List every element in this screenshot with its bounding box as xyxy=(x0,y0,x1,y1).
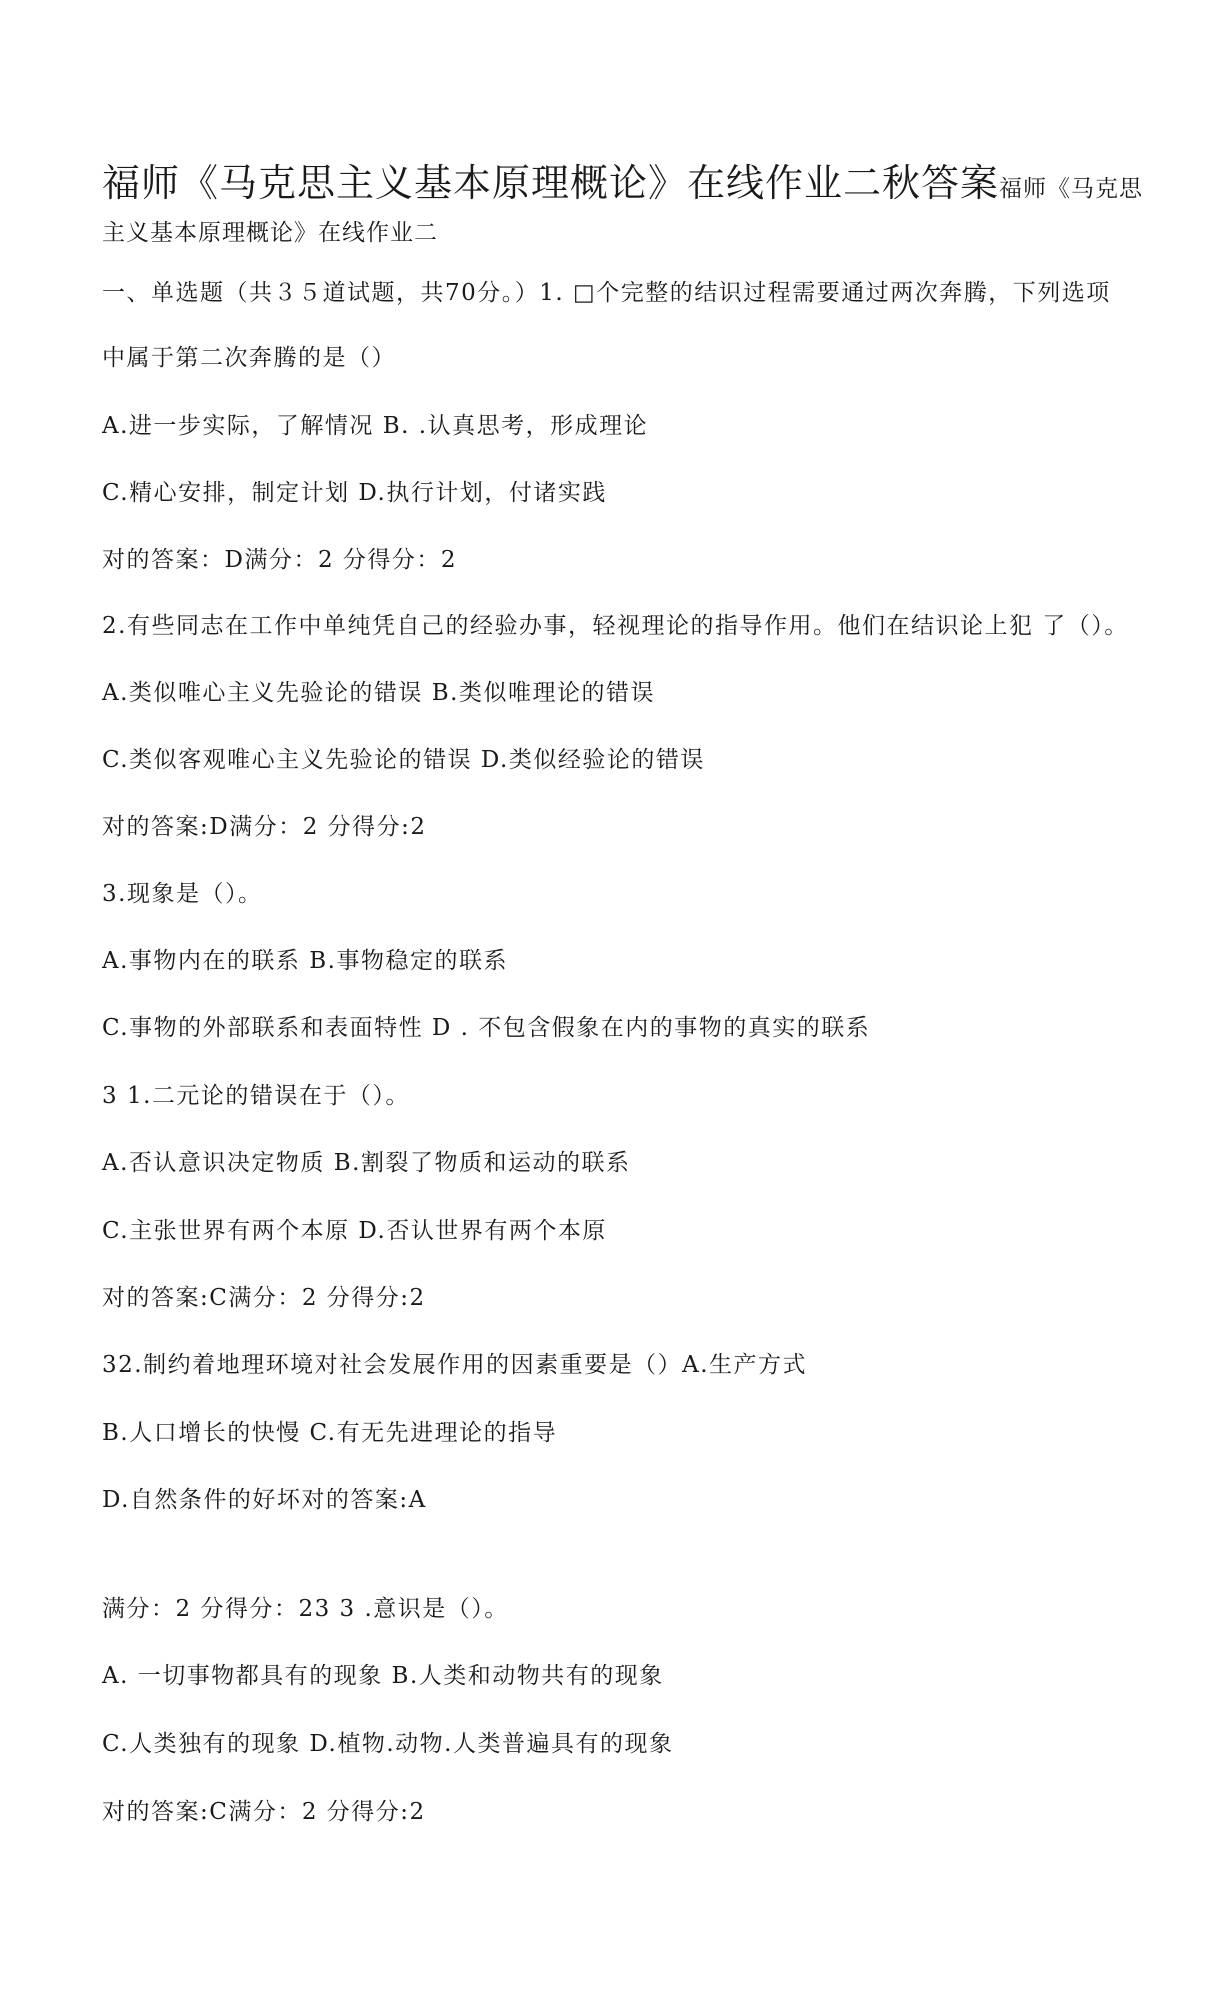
question-text-line: 2.有些同志在工作中单纯凭自己的经验办事，轻视理论的指导作用。他们在结识论上犯 了（）。 xyxy=(102,613,1129,639)
option-line: C.人类独有的现象 D.植物.动物.人类普遍具有的现象 xyxy=(102,1731,674,1757)
title-second-line: 主义基本原理概论》在线作业二 xyxy=(102,220,438,246)
question-text-line: 3.现象是（）。 xyxy=(102,881,263,907)
option-line: A. 一切事物都具有的现象 B.人类和动物共有的现象 xyxy=(102,1663,664,1689)
option-line: C.精心安排，制定计划 D.执行计划，付诸实践 xyxy=(102,480,607,506)
question-text-line: 3 1.二元论的错误在于（）。 xyxy=(102,1083,410,1109)
answer-line: 对的答案:C满分：2 分得分:2 xyxy=(102,1285,426,1311)
answer-line: 对的答案:D满分：2 分得分:2 xyxy=(102,814,427,840)
answer-line: 满分：2 分得分：23 3 .意识是（）。 xyxy=(102,1596,509,1622)
option-line: A.进一步实际，了解情况 B. .认真思考，形成理论 xyxy=(102,413,649,439)
option-line: C.类似客观唯心主义先验论的错误 D.类似经验论的错误 xyxy=(102,747,705,773)
section-heading-line: 一、单选题（共３５道试题，共70分。）1. □个完整的结识过程需要通过两次奔腾，下列选项 xyxy=(102,280,1111,306)
option-line: A.类似唯心主义先验论的错误 B.类似唯理论的错误 xyxy=(102,680,655,706)
option-line: C.主张世界有两个本原 D.否认世界有两个本原 xyxy=(102,1218,607,1244)
option-line: C.事物的外部联系和表面特性 D . 不包含假象在内的事物的真实的联系 xyxy=(102,1015,871,1041)
option-line: A.否认意识决定物质 B.割裂了物质和运动的联系 xyxy=(102,1150,631,1176)
option-line: B.人口增长的快慢 C.有无先进理论的指导 xyxy=(102,1420,558,1446)
option-line: D.自然条件的好坏对的答案:A xyxy=(102,1487,427,1513)
answer-line: 对的答案：D满分：2 分得分：2 xyxy=(102,547,458,573)
answer-line: 对的答案:C满分：2 分得分:2 xyxy=(102,1799,426,1825)
question-text-line: 中属于第二次奔腾的是（） xyxy=(102,345,396,371)
question-text-line: 32.制约着地理环境对社会发展作用的因素重要是（）A.生产方式 xyxy=(102,1352,807,1378)
title-main-text: 福师《马克思主义基本原理概论》在线作业二秋答案 xyxy=(102,161,1000,205)
document-title xyxy=(102,158,1144,248)
option-line: A.事物内在的联系 B.事物稳定的联系 xyxy=(102,948,508,974)
title-tail-text: 福师《马克思 xyxy=(999,176,1144,202)
